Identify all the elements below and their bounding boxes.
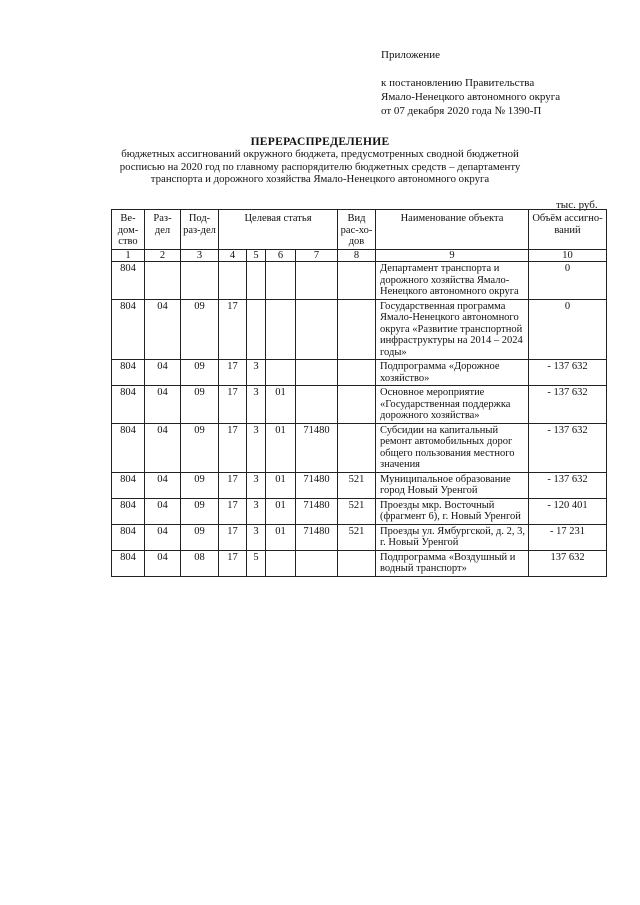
cell-ved: 804 — [112, 498, 145, 524]
cell-ved: 804 — [112, 262, 145, 300]
table-row — [112, 360, 607, 386]
cell-target-event: 01 — [266, 386, 296, 424]
cell-razdel: 04 — [145, 386, 181, 424]
cell-vid — [338, 299, 376, 360]
cell-ved: 804 — [112, 386, 145, 424]
cell-vid: 521 — [338, 524, 376, 550]
cell-ved: 804 — [112, 423, 145, 472]
cell-razdel: 04 — [145, 360, 181, 386]
cell-target-program: 17 — [219, 360, 247, 386]
header-target-article: Целевая статья — [219, 210, 338, 250]
column-number: 7 — [296, 249, 338, 262]
cell-target-event: 01 — [266, 498, 296, 524]
cell-name: Проезды мкр. Восточный (фрагмент 6), г. Новый Уренгой — [376, 498, 529, 524]
cell-podrazdel: 09 — [181, 498, 219, 524]
cell-volume: 0 — [529, 299, 607, 360]
appendix-block — [381, 48, 560, 118]
cell-ved: 804 — [112, 550, 145, 576]
cell-ved: 804 — [112, 472, 145, 498]
appendix-ref-line: Ямало-Ненецкого автономного округа — [381, 91, 561, 103]
cell-podrazdel: 09 — [181, 360, 219, 386]
cell-target-subprogram: 3 — [247, 472, 266, 498]
cell-razdel: 04 — [145, 498, 181, 524]
cell-target-program: 17 — [219, 423, 247, 472]
cell-target-event — [266, 360, 296, 386]
document-subtitle-line: росписью на 2020 год по главному распорядителю бюджетных средств – департаменту — [119, 160, 521, 173]
cell-vid: 521 — [338, 498, 376, 524]
header-name: Наименование объекта — [376, 210, 529, 250]
cell-target-event — [266, 299, 296, 360]
cell-target-program: 17 — [219, 498, 247, 524]
cell-podrazdel: 09 — [181, 423, 219, 472]
cell-podrazdel: 09 — [181, 472, 219, 498]
column-number: 6 — [266, 249, 296, 262]
cell-name: Департамент транспорта и дорожного хозяйства Ямало-Ненецкого автономного округа — [376, 262, 529, 300]
cell-target-subprogram — [247, 299, 266, 360]
appendix-label: Приложение — [381, 49, 441, 61]
document-title: ПЕРЕРАСПРЕДЕЛЕНИЕ — [250, 136, 390, 148]
cell-podrazdel: 09 — [181, 524, 219, 550]
cell-name: Субсидии на капитальный ремонт автомобильных дорог общего пользования местного значения — [376, 423, 529, 472]
header-volume: Объём ассигно-ваний — [529, 210, 607, 250]
table-row — [112, 498, 607, 524]
column-number: 3 — [181, 249, 219, 262]
cell-volume: 0 — [529, 262, 607, 300]
cell-vid: 521 — [338, 472, 376, 498]
cell-razdel: 04 — [145, 472, 181, 498]
cell-target-subprogram: 3 — [247, 498, 266, 524]
cell-ved: 804 — [112, 299, 145, 360]
column-number: 10 — [529, 249, 607, 262]
column-number: 8 — [338, 249, 376, 262]
cell-target-direction — [296, 360, 338, 386]
cell-volume: 137 632 — [529, 550, 607, 576]
table-row — [112, 262, 607, 300]
allocation-table — [111, 209, 607, 577]
cell-razdel: 04 — [145, 423, 181, 472]
column-number-row — [112, 249, 607, 262]
cell-vid — [338, 262, 376, 300]
cell-volume: - 137 632 — [529, 386, 607, 424]
cell-target-event — [266, 262, 296, 300]
cell-razdel: 04 — [145, 299, 181, 360]
cell-target-direction: 71480 — [296, 472, 338, 498]
document-heading — [100, 136, 540, 186]
cell-target-program: 17 — [219, 472, 247, 498]
cell-target-program — [219, 262, 247, 300]
cell-target-subprogram: 3 — [247, 423, 266, 472]
cell-target-direction — [296, 386, 338, 424]
column-number: 9 — [376, 249, 529, 262]
table-header-row — [112, 210, 607, 250]
cell-name: Основное мероприятие «Государственная поддержка дорожного хозяйства» — [376, 386, 529, 424]
cell-target-event: 01 — [266, 472, 296, 498]
cell-target-event: 01 — [266, 423, 296, 472]
cell-volume: - 120 401 — [529, 498, 607, 524]
appendix-ref-line: от 07 декабря 2020 года № 1390-П — [381, 105, 542, 117]
table-row — [112, 524, 607, 550]
cell-vid — [338, 360, 376, 386]
cell-vid — [338, 423, 376, 472]
cell-name: Муниципальное образование город Новый Уренгой — [376, 472, 529, 498]
cell-target-direction — [296, 299, 338, 360]
cell-podrazdel: 09 — [181, 386, 219, 424]
cell-target-program: 17 — [219, 299, 247, 360]
cell-ved: 804 — [112, 524, 145, 550]
column-number: 1 — [112, 249, 145, 262]
cell-volume: - 137 632 — [529, 360, 607, 386]
table-row — [112, 550, 607, 576]
document-subtitle-line: транспорта и дорожного хозяйства Ямало-Ненецкого автономного округа — [150, 173, 490, 185]
cell-target-program: 17 — [219, 524, 247, 550]
cell-razdel: 04 — [145, 524, 181, 550]
header-podrazdel: Под-раз-дел — [181, 210, 219, 250]
cell-target-program: 17 — [219, 386, 247, 424]
cell-target-direction: 71480 — [296, 498, 338, 524]
column-number: 2 — [145, 249, 181, 262]
cell-ved: 804 — [112, 360, 145, 386]
cell-target-direction — [296, 262, 338, 300]
cell-name: Подпрограмма «Воздушный и водный транспорт» — [376, 550, 529, 576]
cell-name: Подпрограмма «Дорожное хозяйство» — [376, 360, 529, 386]
cell-vid — [338, 550, 376, 576]
cell-volume: - 17 231 — [529, 524, 607, 550]
cell-target-direction: 71480 — [296, 423, 338, 472]
cell-target-subprogram: 3 — [247, 360, 266, 386]
cell-name: Государственная программа Ямало-Ненецкого автономного округа «Развитие транспортной инфраструктуры на 2014 – 2024 годы» — [376, 299, 529, 360]
table-row — [112, 386, 607, 424]
cell-target-subprogram: 3 — [247, 524, 266, 550]
cell-target-direction — [296, 550, 338, 576]
cell-target-program: 17 — [219, 550, 247, 576]
cell-vid — [338, 386, 376, 424]
cell-target-subprogram — [247, 262, 266, 300]
table-row — [112, 423, 607, 472]
document-subtitle-line: бюджетных ассигнований окружного бюджета, предусмотренных сводной бюджетной — [121, 148, 519, 160]
column-number: 5 — [247, 249, 266, 262]
appendix-ref-line: к постановлению Правительства — [381, 77, 535, 89]
cell-target-event: 01 — [266, 524, 296, 550]
table-row — [112, 299, 607, 360]
cell-podrazdel: 09 — [181, 299, 219, 360]
cell-volume: - 137 632 — [529, 472, 607, 498]
cell-podrazdel — [181, 262, 219, 300]
table-row — [112, 472, 607, 498]
column-number: 4 — [219, 249, 247, 262]
header-ved: Ве-дом-ство — [112, 210, 145, 250]
cell-target-event — [266, 550, 296, 576]
cell-target-subprogram: 5 — [247, 550, 266, 576]
cell-razdel — [145, 262, 181, 300]
cell-podrazdel: 08 — [181, 550, 219, 576]
cell-target-direction: 71480 — [296, 524, 338, 550]
cell-volume: - 137 632 — [529, 423, 607, 472]
cell-target-subprogram: 3 — [247, 386, 266, 424]
header-razdel: Раз-дел — [145, 210, 181, 250]
header-vid: Вид рас-хо-дов — [338, 210, 376, 250]
cell-name: Проезды ул. Ямбургской, д. 2, 3, г. Новый Уренгой — [376, 524, 529, 550]
cell-razdel: 04 — [145, 550, 181, 576]
units-label: тыс. руб. — [556, 199, 598, 211]
